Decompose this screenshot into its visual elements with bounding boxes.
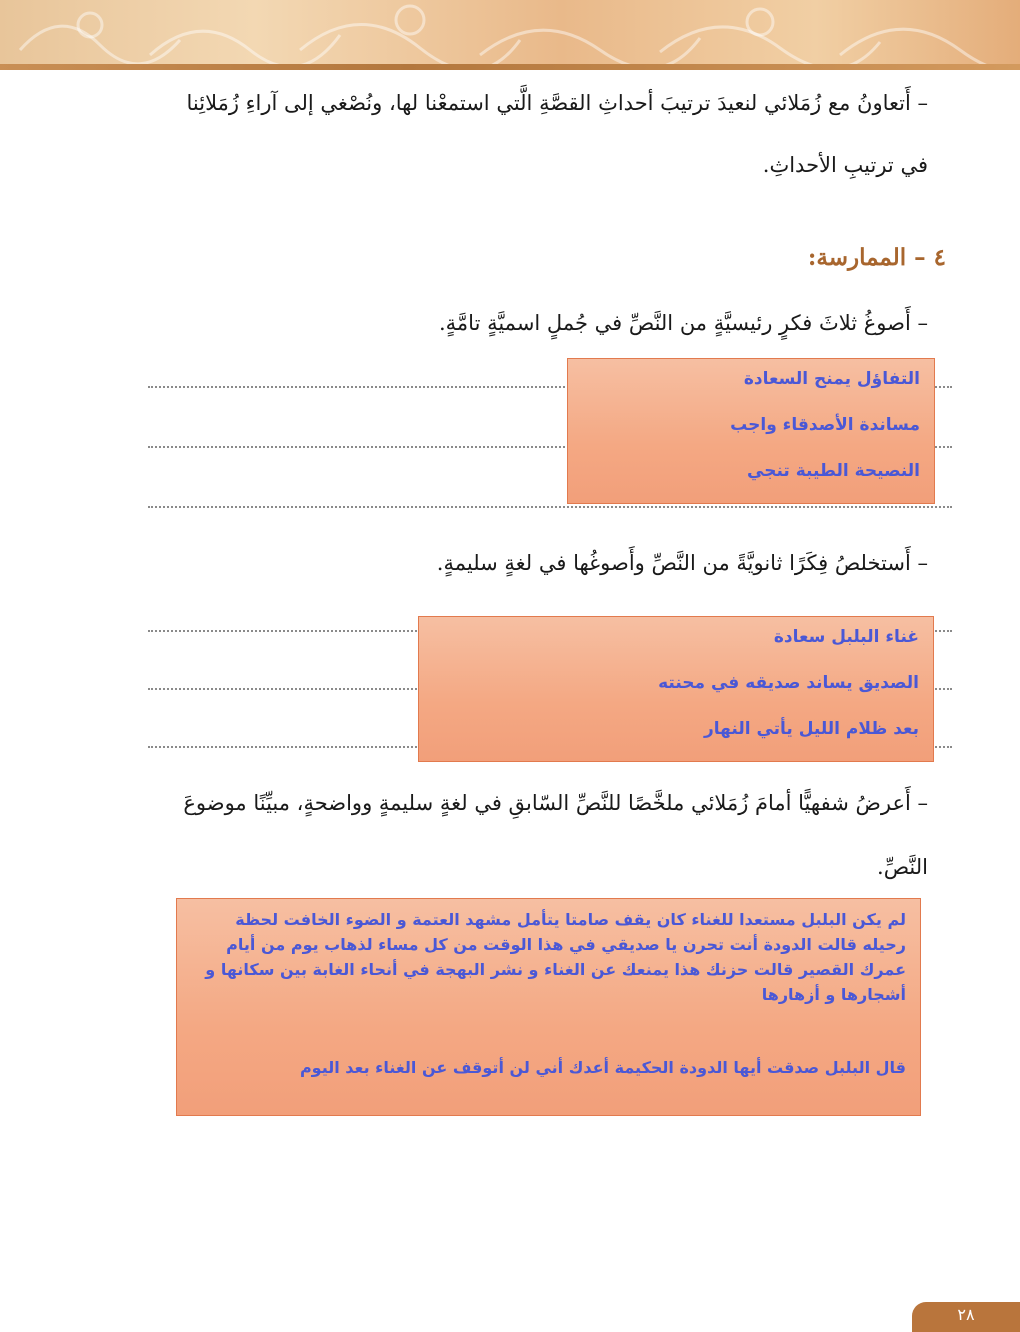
main-idea-2: مساندة الأصدقاء واجب <box>730 415 920 435</box>
calligraphy-pattern <box>0 0 1020 64</box>
secondary-idea-3: بعد ظلام الليل يأتي النهار <box>703 719 919 739</box>
intro-line-1: – أَتعاونُ مع زُمَلائي لنعيدَ ترتيبَ أحداثِ القصَّةِ الَّتي استمعْنا لها، ونُصْغي إلى آراءِ زُمَلائِنا <box>186 91 928 115</box>
main-idea-1: التفاؤل يمنح السعادة <box>743 369 920 389</box>
summary-paragraph-1: لم يكن البلبل مستعدا للغناء كان يقف صامتا يتأمل مشهد العتمة و الضوء الخافت لحظة رحيله قالت الدودة أنت تحرن يا صديقي في هذا الوقت من كل مساء لذهاب يوم من أيام عمرك القصير قالت حزنك هذا يمنعك عن الغناء و نشر البهجة في أنحاء الغابة بين سكانها و أشجارها و أزهارها <box>205 910 906 1004</box>
secondary-idea-2: الصديق يساند صديقه في محنته <box>658 673 919 693</box>
decorative-header-band <box>0 0 1020 64</box>
exercise1-prompt: – أَصوغُ ثلاثَ فكرٍ رئيسيَّةٍ من النَّصِّ في جُملٍ اسميَّةٍ تامَّةٍ. <box>438 311 928 335</box>
answer-box-main-ideas[interactable] <box>567 358 935 504</box>
exercise3-prompt-line-2: النَّصِّ. <box>877 855 928 879</box>
page-number-tab: ٢٨ <box>912 1302 1020 1332</box>
summary-paragraph-2: قال البلبل صدقت أيها الدودة الحكيمة أعدك أني لن أتوقف عن الغناء بعد اليوم <box>299 1058 906 1077</box>
main-idea-3: النصيحة الطيبة تنجي <box>747 461 920 481</box>
section-heading: ٤ – الممارسة: <box>807 244 946 271</box>
exercise3-prompt-line-1: – أَعرضُ شفهيًّا أمامَ زُمَلائي ملخَّصًا للنَّصِّ السّابقِ في لغةٍ سليمةٍ وواضحةٍ، مبيِّنًا موضوعَ <box>183 791 928 815</box>
intro-line-2: في ترتيبِ الأحداثِ. <box>762 153 928 177</box>
header-rule <box>0 64 1020 70</box>
secondary-idea-1: غناء البلبل سعادة <box>773 627 919 647</box>
answer-box-summary[interactable] <box>176 898 921 1116</box>
answer-line-dots <box>148 506 952 508</box>
exercise2-prompt: – أَستخلصُ فِكَرًا ثانويَّةً من النَّصِّ وأَصوغُها في لغةٍ سليمةٍ. <box>436 551 928 575</box>
answer-box-secondary-ideas[interactable] <box>418 616 934 762</box>
